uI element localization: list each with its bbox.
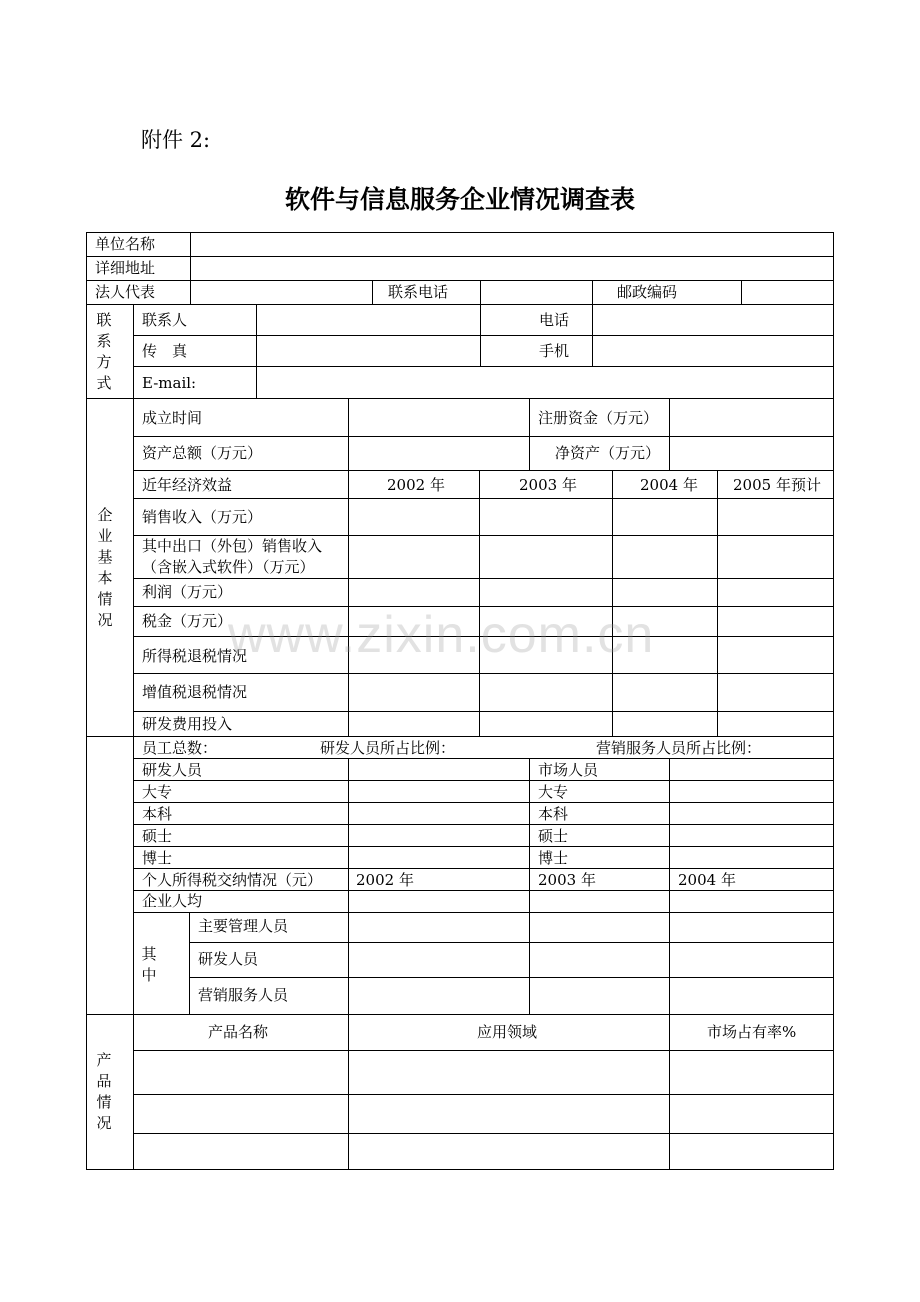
mobile-label-cell bbox=[480, 335, 593, 367]
contact-section-label-char: 式 bbox=[96, 374, 112, 392]
mobile-label: 手机 bbox=[539, 342, 570, 360]
econ-value-input[interactable] bbox=[348, 673, 480, 712]
econ-value-input[interactable] bbox=[717, 535, 834, 579]
avg-input[interactable] bbox=[529, 890, 670, 913]
rd-edu-input[interactable] bbox=[348, 758, 530, 781]
rd-ratio-label: 研发人员所占比例： bbox=[320, 739, 456, 757]
econ-value-input[interactable] bbox=[612, 498, 718, 536]
phone-label: 电话 bbox=[539, 311, 570, 329]
email-input[interactable] bbox=[256, 366, 834, 399]
among-label-char: 其 bbox=[141, 945, 157, 963]
mkt-staff-label: 市场人员 bbox=[538, 761, 599, 779]
contact-phone-label: 联系电话 bbox=[388, 283, 449, 301]
enterprise-section-label bbox=[95, 505, 115, 631]
fax-input[interactable] bbox=[256, 335, 481, 367]
econ-value-input[interactable] bbox=[717, 673, 834, 712]
econ-value-input[interactable] bbox=[612, 711, 718, 737]
econ-value-input[interactable] bbox=[717, 578, 834, 607]
mkt-edu-input[interactable] bbox=[669, 824, 834, 847]
product-name-input[interactable] bbox=[133, 1050, 349, 1095]
mkt-edu-label: 大专 bbox=[538, 783, 569, 801]
rd-staff-label: 研发人员 bbox=[142, 761, 203, 779]
product-name-input[interactable] bbox=[133, 1133, 349, 1170]
enterprise-section-label-char: 业 bbox=[97, 527, 113, 545]
econ-value-input[interactable] bbox=[717, 606, 834, 637]
year-2003-label: 2003 年 bbox=[519, 476, 577, 494]
legal-rep-label: 法人代表 bbox=[95, 283, 156, 301]
avg-label: 企业人均 bbox=[142, 892, 203, 910]
econ-value-input[interactable] bbox=[348, 578, 480, 607]
econ-value-input[interactable] bbox=[717, 711, 834, 737]
mkt-edu-input[interactable] bbox=[669, 758, 834, 781]
contact-person-label: 联系人 bbox=[142, 311, 188, 329]
rd-edu-label: 本科 bbox=[142, 805, 173, 823]
among-label-char: 中 bbox=[141, 966, 157, 984]
rd-edu-label: 博士 bbox=[142, 849, 173, 867]
enterprise-section-label-char: 本 bbox=[97, 569, 113, 587]
product-field-label: 应用领域 bbox=[477, 1023, 538, 1041]
sub-input[interactable] bbox=[529, 942, 670, 978]
product-section-label-char: 情 bbox=[96, 1093, 112, 1111]
econ-value-input[interactable] bbox=[612, 535, 718, 579]
reg-capital-input[interactable] bbox=[669, 398, 834, 437]
tax-2003-label: 2003 年 bbox=[538, 871, 596, 889]
watermark: www.zixin.com.cn bbox=[228, 606, 655, 664]
contact-section-label-char: 系 bbox=[96, 332, 112, 350]
total-assets-label: 资产总额（万元） bbox=[142, 444, 263, 462]
rd-edu-input[interactable] bbox=[348, 846, 530, 869]
export-revenue-label: 其中出口（外包）销售收入 bbox=[142, 537, 323, 555]
econ-value-input[interactable] bbox=[717, 498, 834, 536]
rd-edu-label: 大专 bbox=[142, 783, 173, 801]
net-assets-label: 净资产（万元） bbox=[555, 444, 661, 462]
sub-input[interactable] bbox=[348, 912, 530, 943]
unit-name-label: 单位名称 bbox=[95, 235, 156, 253]
page-title: 软件与信息服务企业情况调查表 bbox=[284, 185, 635, 214]
among-label bbox=[139, 944, 159, 986]
product-section-label-char: 况 bbox=[96, 1114, 112, 1132]
product-share-input[interactable] bbox=[669, 1133, 834, 1170]
product-field-input[interactable] bbox=[348, 1050, 670, 1095]
postcode-input[interactable] bbox=[741, 280, 834, 305]
mkt-ratio-label: 营销服务人员所占比例： bbox=[596, 739, 762, 757]
sub-input[interactable] bbox=[669, 942, 834, 978]
unit-name-input[interactable] bbox=[190, 232, 834, 257]
staff-section bbox=[86, 736, 134, 1015]
rd-edu-label: 硕士 bbox=[142, 827, 173, 845]
econ-value-input[interactable] bbox=[717, 636, 834, 674]
founded-label: 成立时间 bbox=[142, 409, 203, 427]
econ-value-input[interactable] bbox=[612, 673, 718, 712]
year-2004-label: 2004 年 bbox=[640, 476, 698, 494]
econ-value-input[interactable] bbox=[348, 498, 480, 536]
tax-2004-label: 2004 年 bbox=[678, 871, 736, 889]
mkt-staff-sub-label: 营销服务人员 bbox=[198, 985, 289, 1004]
export-revenue-label-2: （含嵌入式软件）（万元） bbox=[142, 558, 315, 576]
product-name-label: 产品名称 bbox=[208, 1023, 269, 1041]
econ-value-input[interactable] bbox=[612, 578, 718, 607]
rd-edu-input[interactable] bbox=[348, 824, 530, 847]
postcode-label: 邮政编码 bbox=[617, 283, 678, 301]
mkt-edu-label: 博士 bbox=[538, 849, 569, 867]
product-section-label-char: 产 bbox=[96, 1051, 112, 1069]
rd-staff-sub-label: 研发人员 bbox=[198, 949, 259, 968]
econ-value-input[interactable] bbox=[479, 711, 613, 737]
sub-input[interactable] bbox=[529, 912, 670, 943]
product-section-label bbox=[94, 1050, 114, 1134]
econ-value-input[interactable] bbox=[348, 711, 480, 737]
avg-input[interactable] bbox=[348, 890, 530, 913]
tax-2002-label: 2002 年 bbox=[356, 871, 414, 889]
product-share-input[interactable] bbox=[669, 1050, 834, 1095]
avg-input[interactable] bbox=[669, 890, 834, 913]
profit-label: 利润（万元） bbox=[142, 583, 233, 601]
econ-value-input[interactable] bbox=[479, 673, 613, 712]
reg-capital-label: 注册资金（万元） bbox=[538, 409, 659, 427]
mgmt-staff-label: 主要管理人员 bbox=[198, 917, 289, 935]
attachment-label: 附件 2: bbox=[141, 128, 211, 152]
mkt-edu-label: 硕士 bbox=[538, 827, 569, 845]
phone-input[interactable] bbox=[592, 304, 834, 336]
mkt-edu-label: 本科 bbox=[538, 805, 569, 823]
contact-phone-input[interactable] bbox=[480, 280, 593, 305]
econ-value-input[interactable] bbox=[479, 498, 613, 536]
enterprise-section-label-char: 况 bbox=[97, 611, 113, 629]
year-2005-label: 2005 年预计 bbox=[733, 476, 821, 494]
total-assets-input[interactable] bbox=[348, 436, 530, 471]
econ-value-input[interactable] bbox=[479, 578, 613, 607]
contact-section-label-char: 联 bbox=[96, 311, 112, 329]
income-tax-refund-label: 所得税退税情况 bbox=[142, 647, 248, 665]
product-field-input[interactable] bbox=[348, 1133, 670, 1170]
econ-value-input[interactable] bbox=[479, 535, 613, 579]
product-share-label: 市场占有率% bbox=[707, 1023, 797, 1041]
income-tax-label: 个人所得税交纳情况（元） bbox=[142, 871, 323, 889]
product-section-label-char: 品 bbox=[96, 1072, 112, 1090]
staff-total-label: 员工总数： bbox=[142, 739, 218, 757]
sales-revenue-label: 销售收入（万元） bbox=[142, 508, 263, 526]
enterprise-section-label-char: 基 bbox=[97, 548, 113, 566]
contact-section-label-char: 方 bbox=[96, 353, 112, 371]
product-field-input[interactable] bbox=[348, 1094, 670, 1134]
sub-input[interactable] bbox=[669, 977, 834, 1015]
contact-section-label bbox=[94, 310, 114, 394]
rd-edu-input[interactable] bbox=[348, 802, 530, 825]
vat-refund-label: 增值税退税情况 bbox=[142, 683, 248, 701]
econ-value-input[interactable] bbox=[348, 535, 480, 579]
mkt-edu-input[interactable] bbox=[669, 846, 834, 869]
product-share-input[interactable] bbox=[669, 1094, 834, 1134]
legal-rep-input[interactable] bbox=[190, 280, 373, 305]
rd-investment-label: 研发费用投入 bbox=[142, 715, 233, 733]
address-label: 详细地址 bbox=[95, 259, 156, 277]
address-input[interactable] bbox=[190, 256, 834, 281]
contact-person-input[interactable] bbox=[256, 304, 481, 336]
mobile-input[interactable] bbox=[592, 335, 834, 367]
product-name-input[interactable] bbox=[133, 1094, 349, 1134]
enterprise-section-label-char: 企 bbox=[97, 506, 113, 524]
fax-label: 传 真 bbox=[142, 342, 188, 360]
net-assets-input[interactable] bbox=[669, 436, 834, 471]
mkt-edu-input[interactable] bbox=[669, 780, 834, 803]
sub-input[interactable] bbox=[348, 977, 530, 1015]
rd-edu-input[interactable] bbox=[348, 780, 530, 803]
email-label: E-mail: bbox=[142, 374, 197, 392]
sub-input[interactable] bbox=[348, 942, 530, 978]
tax-label: 税金（万元） bbox=[142, 612, 233, 630]
sub-input[interactable] bbox=[529, 977, 670, 1015]
mkt-edu-input[interactable] bbox=[669, 802, 834, 825]
recent-benefit-label: 近年经济效益 bbox=[142, 476, 233, 494]
year-2002-label: 2002 年 bbox=[387, 476, 445, 494]
phone-label-cell bbox=[480, 304, 593, 336]
founded-input[interactable] bbox=[348, 398, 530, 437]
sub-input[interactable] bbox=[669, 912, 834, 943]
enterprise-section-label-char: 情 bbox=[97, 590, 113, 608]
